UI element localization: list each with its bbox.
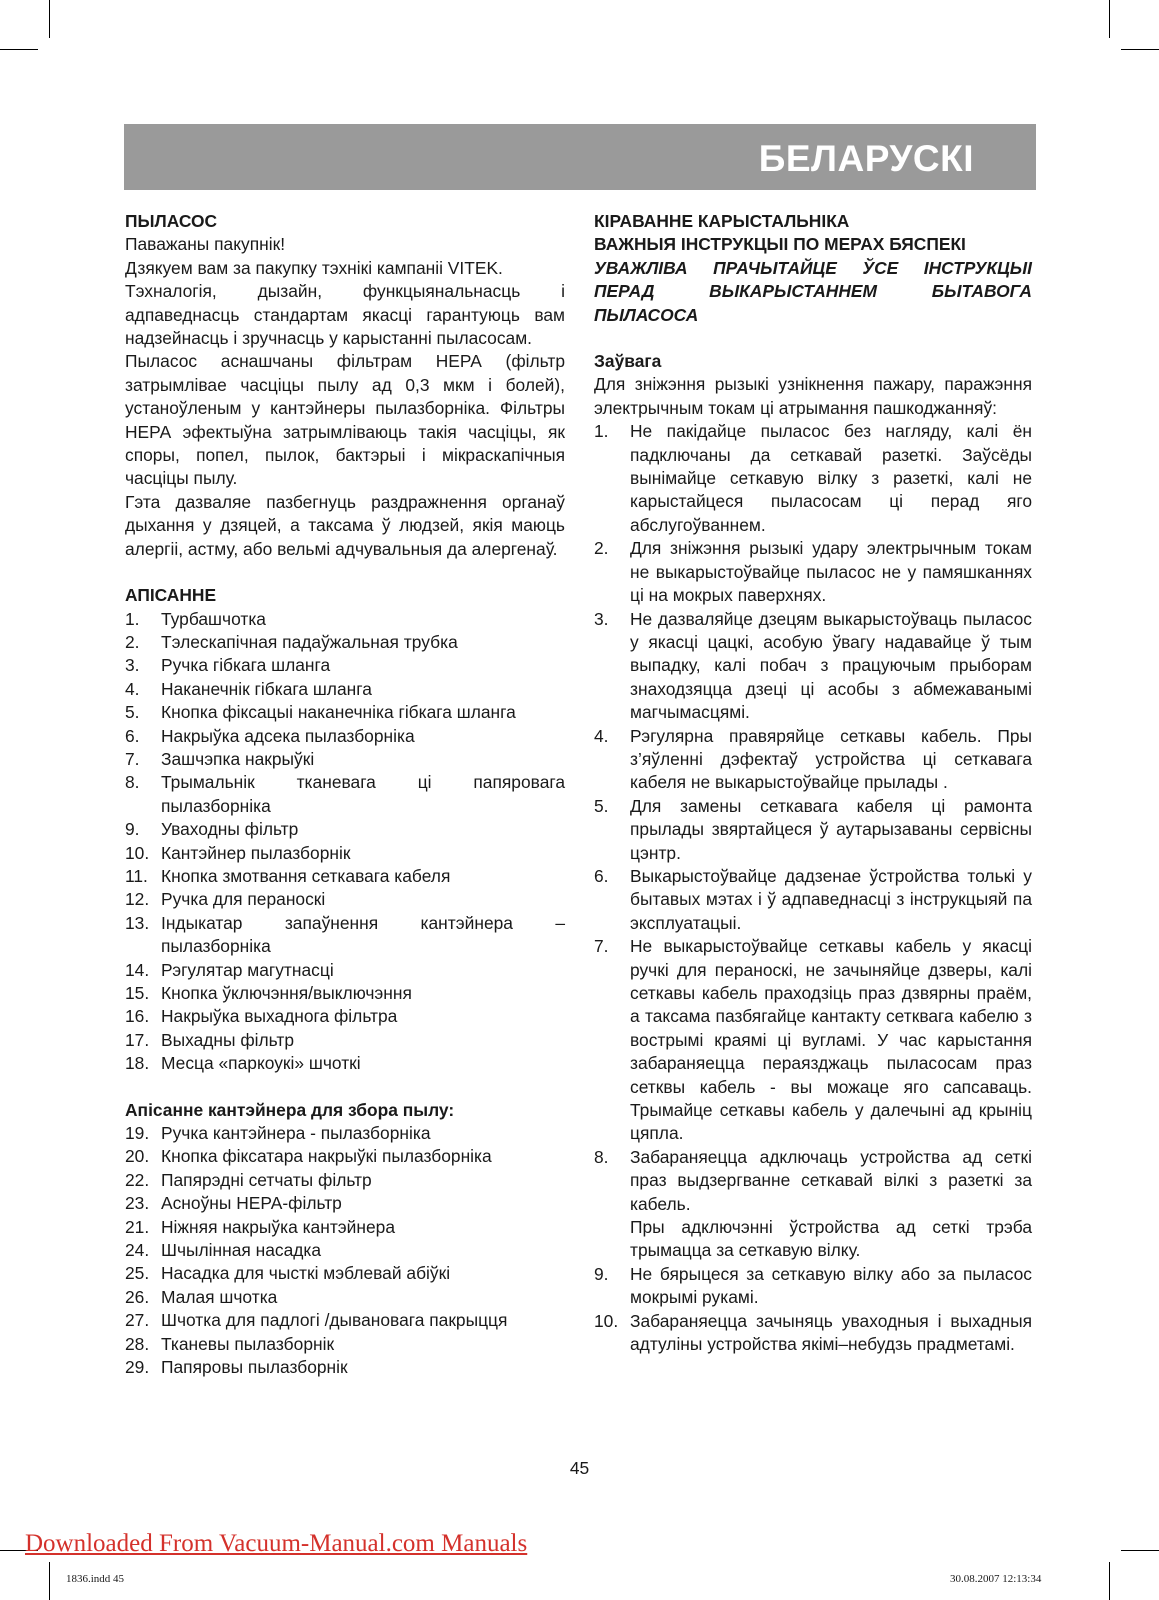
item-number: 28. — [125, 1333, 150, 1354]
description-item — [125, 771, 565, 818]
item-text: Кантэйнер пылазборнік — [161, 842, 351, 863]
product-title: ПЫЛАСОС — [125, 211, 218, 231]
item-text: Не бярыцеся за сеткавую вілку або за пыласос мокрымі рукамі. — [630, 1263, 1032, 1308]
item-number: 16. — [125, 1006, 150, 1027]
crop-mark — [0, 49, 38, 50]
description-item — [125, 842, 565, 865]
item-number: 13. — [125, 912, 150, 933]
container-part-item — [125, 1169, 565, 1192]
item-text: Тканевы пылазборнік — [161, 1333, 335, 1354]
item-number: 22. — [125, 1169, 150, 1190]
crop-mark — [1109, 0, 1110, 38]
container-part-item — [125, 1239, 565, 1262]
safety-instructions-list — [594, 420, 1032, 1356]
item-text: Ручка кантэйнера - пылазборніка — [161, 1123, 431, 1144]
item-text: Кнопка змотвання сеткавага кабеля — [161, 865, 451, 886]
item-text: Турбашчотка — [161, 608, 266, 629]
description-item — [125, 865, 565, 888]
item-number: 14. — [125, 959, 150, 980]
description-item — [125, 1052, 565, 1075]
item-text: Накрыўка выхаднога фільтра — [161, 1006, 398, 1027]
item-number: 5. — [125, 702, 140, 723]
item-number: 8. — [125, 772, 140, 793]
description-item — [125, 701, 565, 724]
description-item — [125, 725, 565, 748]
footer-date: 30.08.2007 12:13:34 — [950, 1573, 1042, 1585]
item-text: Папяровы пылазборнік — [161, 1357, 348, 1378]
safety-instruction-item — [594, 537, 1032, 607]
item-number: 10. — [594, 1310, 619, 1331]
container-part-item — [125, 1333, 565, 1356]
description-item — [125, 1029, 565, 1052]
item-number: 7. — [125, 748, 140, 769]
user-manual-title: КІРАВАННЕ КАРЫСТАЛЬНІКА — [594, 211, 850, 231]
read-instructions-title: УВАЖЛІВА ПРАЧЫТАЙЦЕ ЎСЕ ІНСТРУКЦЫІ ПЕРАД ВЫКАРЫСТАННЕМ БЫТАВОГА ПЫЛАСОСА — [594, 257, 1032, 325]
item-text: Кнопка фіксацыі наканечніка гібкага шланга — [161, 702, 516, 723]
description-title: АПІСАННЕ — [125, 585, 217, 606]
item-text: Для замены сеткавага кабеля ці рамонта прылады звяртайцеся ў аутарызаваны сервісны цэнтр. — [630, 795, 1032, 863]
item-number: 29. — [125, 1357, 150, 1378]
safety-instruction-item — [594, 725, 1032, 795]
item-text: Наканечнік гібкага шланга — [161, 678, 372, 699]
section-header-band — [124, 124, 1036, 190]
item-number: 3. — [125, 655, 140, 676]
item-text: Забараняецца зачыняць уваходныя і выхадныя адтуліны устройства якімі–небудзь прадметамі. — [630, 1310, 1032, 1355]
paragraph: Пыласос аснашчаны фільтрам НЕРА (фільтр затрымлівае часціцы пылу ад 0,3 мкм і болей), устаноўленым у кантэйнеры пылазборніка. Фільтры НЕРА эфектыўна затрымліваюць такія часціцы, як споры, попел, пылок, бактэрыі і мікраскапічныя часціцы пылу. — [125, 351, 565, 489]
item-text: Рэгулятар магутнасці — [161, 959, 334, 980]
item-number: 19. — [125, 1123, 150, 1144]
item-number: 4. — [125, 678, 140, 699]
description-item — [125, 888, 565, 911]
safety-instruction-item — [594, 1310, 1032, 1357]
item-text: Асноўны НЕРА-фільтр — [161, 1193, 342, 1214]
description-item — [125, 654, 565, 677]
item-text: Уваходны фільтр — [161, 819, 299, 840]
safety-instruction-item — [594, 935, 1032, 1146]
item-text: Індыкатар запаўнення кантэйнера – пылазборніка — [161, 912, 565, 957]
item-text: Ніжняя накрыўка кантэйнера — [161, 1216, 396, 1237]
item-number: 5. — [594, 795, 609, 816]
description-item — [125, 1005, 565, 1028]
safety-instruction-item — [594, 1263, 1032, 1310]
item-text: Кнопка фіксатара накрыўкі пылазборніка — [161, 1146, 492, 1167]
item-text: Для зніжэння рызыкі удару электрычным токам не выкарыстоўвайце пыласос не у памяшканнях ці на мокрых паверхнях. — [630, 538, 1032, 606]
item-number: 23. — [125, 1193, 150, 1214]
item-number: 25. — [125, 1263, 150, 1284]
item-text: Папярэдні сетчаты фільтр — [161, 1169, 372, 1190]
item-number: 8. — [594, 1146, 609, 1167]
item-number: 21. — [125, 1216, 150, 1237]
item-number: 1. — [594, 421, 609, 442]
safety-title: ВАЖНЫЯ ІНСТРУКЦЫІ ПО МЕРАХ БЯСПЕКІ — [594, 234, 966, 255]
item-text: Накрыўка адсека пылазборніка — [161, 725, 415, 746]
item-text: Трымальнік тканевага ці папяровага пылазборніка — [161, 772, 565, 816]
description-item — [125, 959, 565, 982]
item-number: 24. — [125, 1240, 150, 1261]
item-number: 3. — [594, 608, 609, 629]
container-part-item — [125, 1356, 565, 1379]
item-text: Насадка для чысткі мэблевай абіўкі — [161, 1263, 451, 1284]
intro-line: Дзякуем вам за пакупку тэхнікі кампаніі VITEK. — [125, 257, 503, 278]
item-text: Зашчэпка накрыўкі — [161, 748, 315, 769]
item-number: 7. — [594, 936, 609, 957]
safety-instruction-item — [594, 608, 1032, 725]
item-text: Выкарыстоўвайце дадзенае ўстройства толькі у бытавых мэтах і ў адпаведнасці з інструкцыяй па эксплуатацыі. — [630, 865, 1032, 933]
item-number: 6. — [125, 725, 140, 746]
note-title: Заўвага — [594, 351, 662, 372]
item-text: Шчотка для падлогі /дывановага пакрыцця — [161, 1310, 508, 1331]
item-text: Малая шчотка — [161, 1286, 278, 1307]
item-number: 9. — [125, 819, 140, 840]
item-text: Тэлескапічная падаўжальная трубка — [161, 631, 458, 652]
paragraph: Тэхналогія, дызайн, функцыянальнасць і адпаведнасць стандартам якасці гарантуюць вам надзейнасць і зручнасць у карыстанні пыласосам. — [125, 281, 565, 349]
description-item — [125, 982, 565, 1005]
item-extra-text: Пры адключэнні ўстройства ад сеткі трэба трымацца за сеткавую вілку. — [630, 1217, 1032, 1261]
left-column — [125, 210, 565, 1380]
item-text: Кнопка ўключэння/выключэння — [161, 983, 412, 1003]
paragraph: Гэта дазваляе пазбегнуць раздражнення органаў дыхання у дзяцей, а таксама ў людзей, якія маюць алергіі, астму, або вельмі адчувальныя да алергенаў. — [125, 491, 565, 559]
item-number: 26. — [125, 1286, 150, 1307]
crop-mark — [1109, 1562, 1110, 1600]
item-number: 6. — [594, 865, 609, 886]
safety-instruction-item — [594, 1146, 1032, 1263]
container-part-item — [125, 1145, 565, 1168]
item-number: 1. — [125, 608, 140, 629]
item-text: Забараняецца адключаць устройства ад сеткі праз выдзергванне сеткавай вілкі з разеткі за кабель. — [630, 1146, 1032, 1214]
description-list — [125, 608, 565, 1076]
description-item — [125, 631, 565, 654]
crop-mark — [1121, 1550, 1159, 1551]
item-text: Выхадны фільтр — [161, 1029, 295, 1050]
description-item — [125, 818, 565, 841]
item-text: Не выкарыстоўвайце сеткавы кабель у якасці ручкі для пераноскі, не зачыняйце дзверы, калі сеткавы кабель праходзіць праз дзвярны праём, а таксама пазбягайце кантакту сетквага кабелю з вострымі краямі ці вугламі. У час карыстання забараняецца пераязджаць пыласосам праз сетквы кабель - вы можаце яго сапсаваць. Трымайце сеткавы кабель у далечыні ад крыніц цяпла. — [630, 936, 1032, 1144]
note-intro: Для зніжэння рызыкі узнікнення пажару, паражэння электрычным токам ці атрымання пашкоджанняў: — [594, 374, 1032, 418]
item-number: 2. — [125, 631, 140, 652]
item-number: 18. — [125, 1053, 150, 1074]
container-part-item — [125, 1122, 565, 1145]
crop-mark — [49, 0, 50, 38]
crop-mark — [49, 1562, 50, 1600]
description-item — [125, 748, 565, 771]
container-part-item — [125, 1286, 565, 1309]
item-text: Ручка гібкага шланга — [161, 655, 331, 676]
footer-file-info: 1836.indd 45 — [66, 1573, 125, 1585]
container-part-item — [125, 1192, 565, 1215]
item-text: Не дазваляйце дзецям выкарыстоўваць пыласос у якасці цацкі, асобую ўвагу надавайце ў тым выпадку, калі побач з працуючым прыборам знаходзяцца дзеці ці асобы з абмежаванымі магчымасцямі. — [630, 608, 1032, 723]
item-text: Не пакідайце пыласос без нагляду, калі ён падключаны да сеткавай разеткі. Заўсёды вынімайце сеткавую вілку з разеткі, калі не карыстайцеся пыласосам ці перад яго абслугоўваннем. — [630, 421, 1032, 535]
item-number: 15. — [125, 983, 150, 1003]
page-number: 45 — [569, 1458, 590, 1478]
item-number: 10. — [125, 842, 150, 863]
description-item — [125, 678, 565, 701]
item-number: 11. — [125, 865, 148, 886]
safety-instruction-item — [594, 865, 1032, 935]
item-number: 27. — [125, 1310, 150, 1331]
container-description-title: Апісанне кантэйнера для збора пылу: — [125, 1099, 455, 1120]
crop-mark — [1121, 49, 1159, 50]
item-number: 20. — [125, 1146, 150, 1167]
download-source-link[interactable]: Downloaded From Vacuum-Manual.com Manuals — [25, 1530, 528, 1557]
item-text: Рэгулярна правяряйце сеткавы кабель. Пры з’яўленні дэфектаў устройства ці сеткавага кабеля не выкарыстоўвайце прылады . — [630, 725, 1032, 793]
description-item — [125, 912, 565, 959]
safety-instruction-item — [594, 795, 1032, 865]
container-parts-list — [125, 1122, 565, 1379]
container-part-item — [125, 1262, 565, 1285]
section-title: БЕЛАРУСКІ — [758, 138, 974, 179]
item-number: 4. — [594, 725, 609, 746]
item-number: 2. — [594, 538, 609, 559]
item-text: Ручка для пераноскі — [161, 889, 326, 910]
item-number: 12. — [125, 889, 150, 910]
item-number: 9. — [594, 1263, 609, 1284]
intro-line: Паважаны пакупнік! — [125, 234, 286, 255]
container-part-item — [125, 1309, 565, 1332]
item-text: Шчылінная насадка — [161, 1240, 322, 1261]
container-part-item — [125, 1216, 565, 1239]
item-text: Месца «паркоукі» шчоткі — [161, 1053, 361, 1074]
item-number: 17. — [125, 1029, 150, 1050]
right-column — [594, 210, 1032, 1357]
description-item — [125, 608, 565, 631]
safety-instruction-item — [594, 420, 1032, 537]
